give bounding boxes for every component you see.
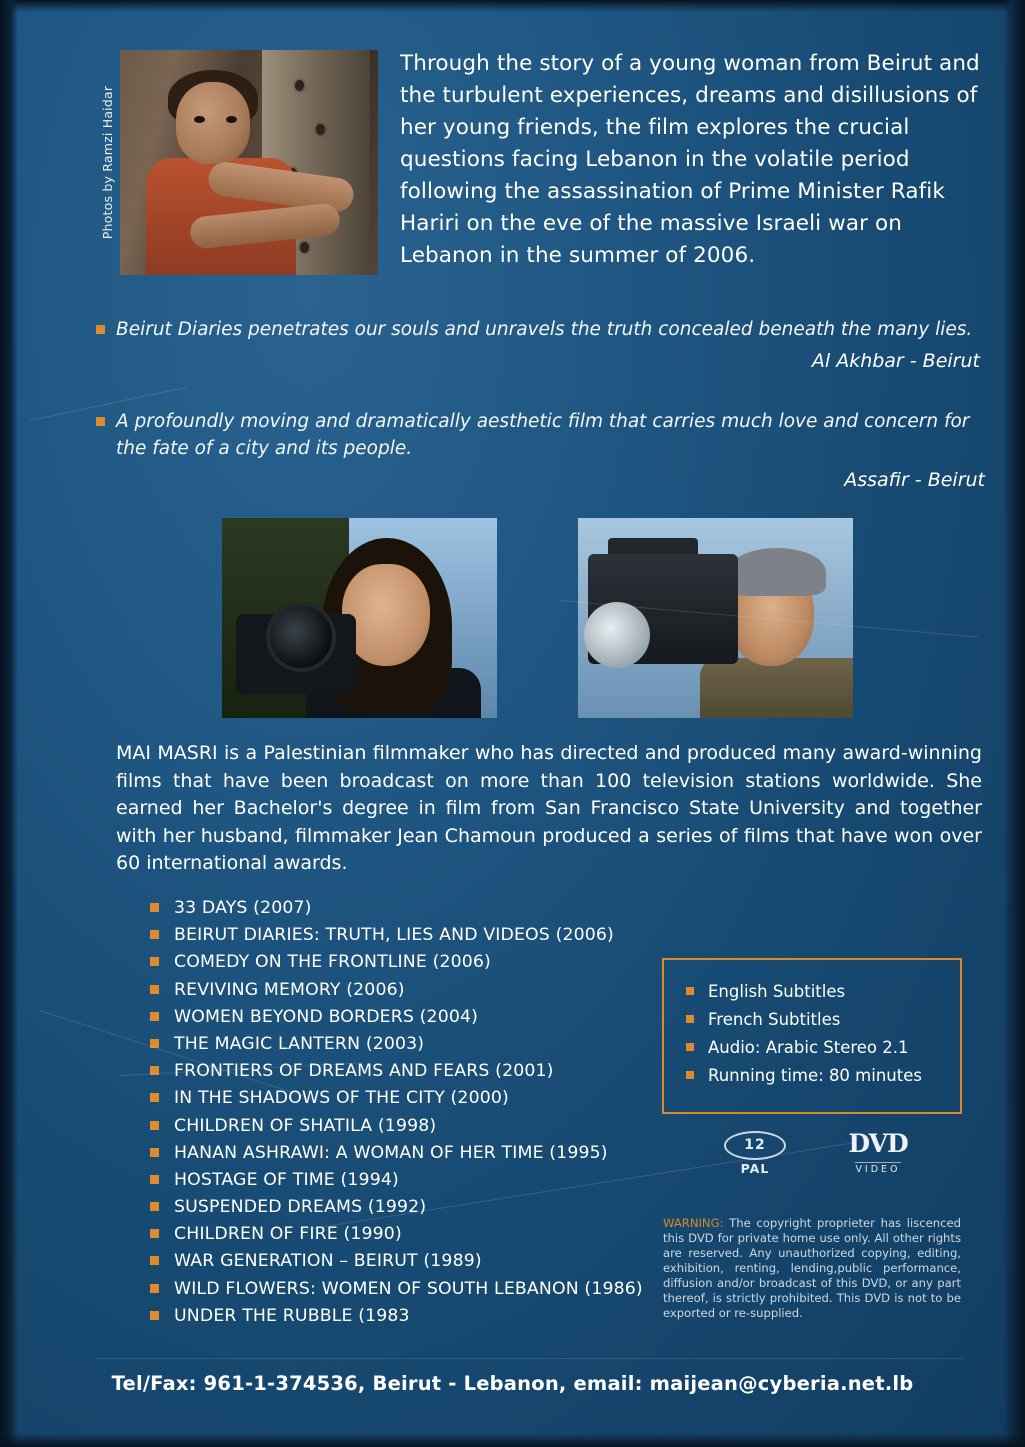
cover-edge-top [0,0,1025,12]
cover-edge-left [0,0,18,1447]
cover-edge-right [1003,0,1025,1447]
film-title: BEIRUT DIARIES: TRUTH, LIES AND VIDEOS (2006) [174,925,614,946]
list-item [150,1007,690,1027]
spec-item [686,1010,960,1030]
film-title: WOMEN BEYOND BORDERS (2004) [174,1006,479,1027]
list-item [150,1061,690,1081]
list-item [150,952,690,972]
footer-divider [96,1358,963,1359]
list-item [150,1306,690,1326]
square-bullet-icon [150,957,159,966]
photo-credit [96,50,120,275]
spec-label: English Subtitles [708,982,846,1001]
square-bullet-icon [150,1202,159,1211]
film-title: IN THE SHADOWS OF THE CITY (2000) [174,1088,509,1109]
square-bullet-icon [686,1043,694,1051]
square-bullet-icon [150,1311,159,1320]
cover-edge-bottom [0,1433,1025,1447]
square-bullet-icon [150,1066,159,1075]
square-bullet-icon [96,417,105,426]
photo-child-at-wall [120,50,378,275]
list-item [150,1088,690,1108]
spec-item [686,982,960,1002]
square-bullet-icon [150,930,159,939]
photo-child-head [176,82,250,164]
square-bullet-icon [150,1229,159,1238]
photo-man-body [700,658,853,718]
film-title: 33 DAYS (2007) [174,898,312,918]
dvd-logo-subtitle: VIDEO [855,1164,901,1175]
film-title: WILD FLOWERS: WOMEN OF SOUTH LEBANON (1986) [174,1278,643,1299]
list-item [150,1197,690,1217]
pal-label: PAL [740,1161,770,1176]
spec-label: Audio: Arabic Stereo 2.1 [708,1038,909,1057]
bullet-hole-icon [316,124,325,135]
spec-label: Running time: 80 minutes [708,1066,922,1085]
list-item [150,1170,690,1190]
film-title: CHILDREN OF SHATILA (1998) [174,1115,437,1136]
disc-specs-box [662,958,962,1114]
pal-mark: 12 [724,1131,786,1160]
contact-footer: Tel/Fax: 961-1-374536, Beirut - Lebanon, email: maijean@cyberia.net.lb [111,1372,914,1395]
spec-item [686,1066,960,1086]
bullet-hole-icon [295,80,304,91]
square-bullet-icon [686,1071,694,1079]
bullet-hole-icon [300,242,309,253]
photo-man-hair [728,548,826,596]
press-quote-2-text: A profoundly moving and dramatically aesthetic film that carries much love and concern for the fate of a city and its people. [116,411,970,459]
square-bullet-icon [150,1284,159,1293]
photo-camera-lens [266,602,336,672]
spec-item [686,1038,960,1058]
film-title: REVIVING MEMORY (2006) [174,979,405,1000]
press-quote-2 [96,408,991,491]
list-item [150,1224,690,1244]
film-title: THE MAGIC LANTERN (2003) [174,1033,425,1054]
square-bullet-icon [150,1012,159,1021]
press-quote-1-source: Al Akhbar - Beirut [811,350,980,372]
square-bullet-icon [686,987,694,995]
photo-child-eye [194,116,205,123]
list-item [150,1251,690,1271]
film-title: COMEDY ON THE FRONTLINE (2006) [174,952,491,973]
dvd-video-logo [832,1131,924,1176]
square-bullet-icon [150,1121,159,1130]
list-item [150,1279,690,1299]
film-title: CHILDREN OF FIRE (1990) [174,1224,402,1245]
film-title: FRONTIERS OF DREAMS AND FEARS (2001) [174,1061,554,1082]
square-bullet-icon [150,985,159,994]
director-biography: MAI MASRI is a Palestinian filmmaker who has directed and produced many award-winning films that have been broadcast on more than 100 television stations worldwide. She earned her Bachelor's degree in film from San Francisco State University and together with her husband, filmmaker Jean Chamoun produced a series of films that have won over 60 international awards. [116,742,982,874]
photo-child-eye [226,116,237,123]
list-item [150,980,690,1000]
list-item [150,898,690,918]
film-title: UNDER THE RUBBLE (1983 [174,1305,410,1326]
spec-label: French Subtitles [708,1010,841,1029]
photo-man-with-camera [578,518,853,718]
press-quote-1 [96,316,986,372]
film-title: HOSTAGE OF TIME (1994) [174,1169,399,1190]
film-title: SUSPENDED DREAMS (1992) [174,1197,427,1218]
list-item [150,1143,690,1163]
square-bullet-icon [150,903,159,912]
list-item [150,1116,690,1136]
filmography-list [150,898,690,1333]
square-bullet-icon [150,1175,159,1184]
list-item [150,1034,690,1054]
square-bullet-icon [150,1039,159,1048]
copyright-warning [663,1216,961,1321]
dvd-logo-word: DVD [848,1129,908,1158]
press-quote-1-text: Beirut Diaries penetrates our souls and unravels the truth concealed beneath the many lies. [116,319,973,340]
film-title: WAR GENERATION – BEIRUT (1989) [174,1251,482,1272]
film-title: HANAN ASHRAWI: A WOMAN OF HER TIME (1995) [174,1142,608,1163]
square-bullet-icon [150,1148,159,1157]
pal-logo [718,1131,792,1176]
photo-woman-with-camera [222,518,497,718]
square-bullet-icon [96,325,105,334]
press-quote-2-source: Assafir - Beirut [844,469,985,491]
square-bullet-icon [150,1093,159,1102]
synopsis-text: Through the story of a young woman from Beirut and the turbulent experiences, dreams and disillusions of her young friends, the film explores the crucial questions facing Lebanon in the volatile period following the assassination of Prime Minister Rafik Hariri on the eve of the massive Israeli war on Lebanon in the summer of 2006. [400,51,980,268]
square-bullet-icon [150,1256,159,1265]
list-item [150,925,690,945]
square-bullet-icon [686,1015,694,1023]
warning-text: The copyright proprieter has liscenced this DVD for private home use only. All other rights are reserved. Any unauthorized copying, editing, exhibition, renting, lending,public performance, diffusion and/or broadcast of this DVD, or any part thereof, is strictly prohibited. This DVD is not to be exported or re-supplied. [663,1216,961,1320]
photo-camera-lens-hood [584,602,650,668]
photo-credit-text: Photos by Ramzi Haidar [100,85,116,240]
warning-label: WARNING: [663,1216,724,1230]
